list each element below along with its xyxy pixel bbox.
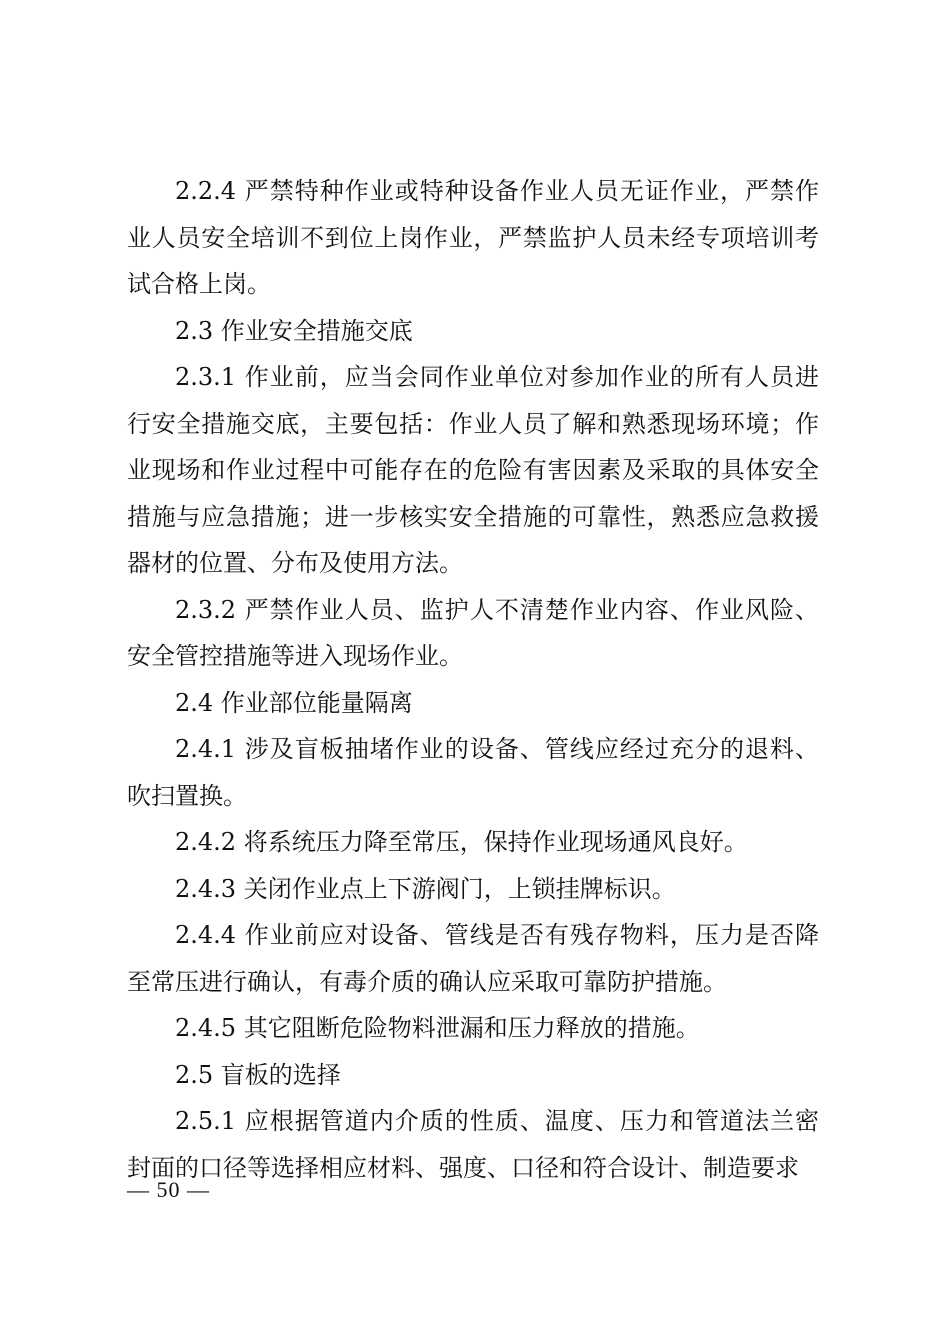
section-heading-2-4: 2.4 作业部位能量隔离 bbox=[175, 688, 413, 717]
paragraph-2-4-5: 2.4.5 其它阻断危险物料泄漏和压力释放的措施。 bbox=[175, 1014, 700, 1042]
paragraph-2-5-1: 2.5.1 应根据管道内介质的性质、温度、压力和管道法兰密封面的口径等选择相应材料、强度、口径和符合设计、制造要求 bbox=[127, 1107, 819, 1182]
section-heading-2-5: 2.5 盲板的选择 bbox=[175, 1060, 341, 1089]
page-number: — 50 — bbox=[127, 1177, 210, 1202]
paragraph-2-4-3: 2.4.3 关闭作业点上下游阀门，上锁挂牌标识。 bbox=[175, 874, 676, 903]
paragraph-2-4-4: 2.4.4 作业前应对设备、管线是否有残存物料，压力是否降至常压进行确认，有毒介质的确认应采取可靠防护措施。 bbox=[127, 921, 819, 996]
paragraph-2-4-1: 2.4.1 涉及盲板抽堵作业的设备、管线应经过充分的退料、吹扫置换。 bbox=[127, 735, 819, 810]
paragraph-2-4-2: 2.4.2 将系统压力降至常压，保持作业现场通风良好。 bbox=[175, 828, 748, 856]
paragraph-2-2-4: 2.2.4 严禁特种作业或特种设备作业人员无证作业，严禁作业人员安全培训不到位上岗作业，严禁监护人员未经专项培训考试合格上岗。 bbox=[127, 177, 819, 298]
paragraph-2-3-1: 2.3.1 作业前，应当会同作业单位对参加作业的所有人员进行安全措施交底，主要包括：作业人员了解和熟悉现场环境；作业现场和作业过程中可能存在的危险有害因素及采取的具体安全措施与应急措施；进一步核实安全措施的可靠性，熟悉应急救援器材的位置、分布及使用方法。 bbox=[127, 363, 819, 577]
page-body bbox=[127, 168, 819, 1191]
paragraph-2-3-2: 2.3.2 严禁作业人员、监护人不清楚作业内容、作业风险、安全管控措施等进入现场作业。 bbox=[127, 595, 819, 670]
section-heading-2-3: 2.3 作业安全措施交底 bbox=[175, 316, 413, 345]
